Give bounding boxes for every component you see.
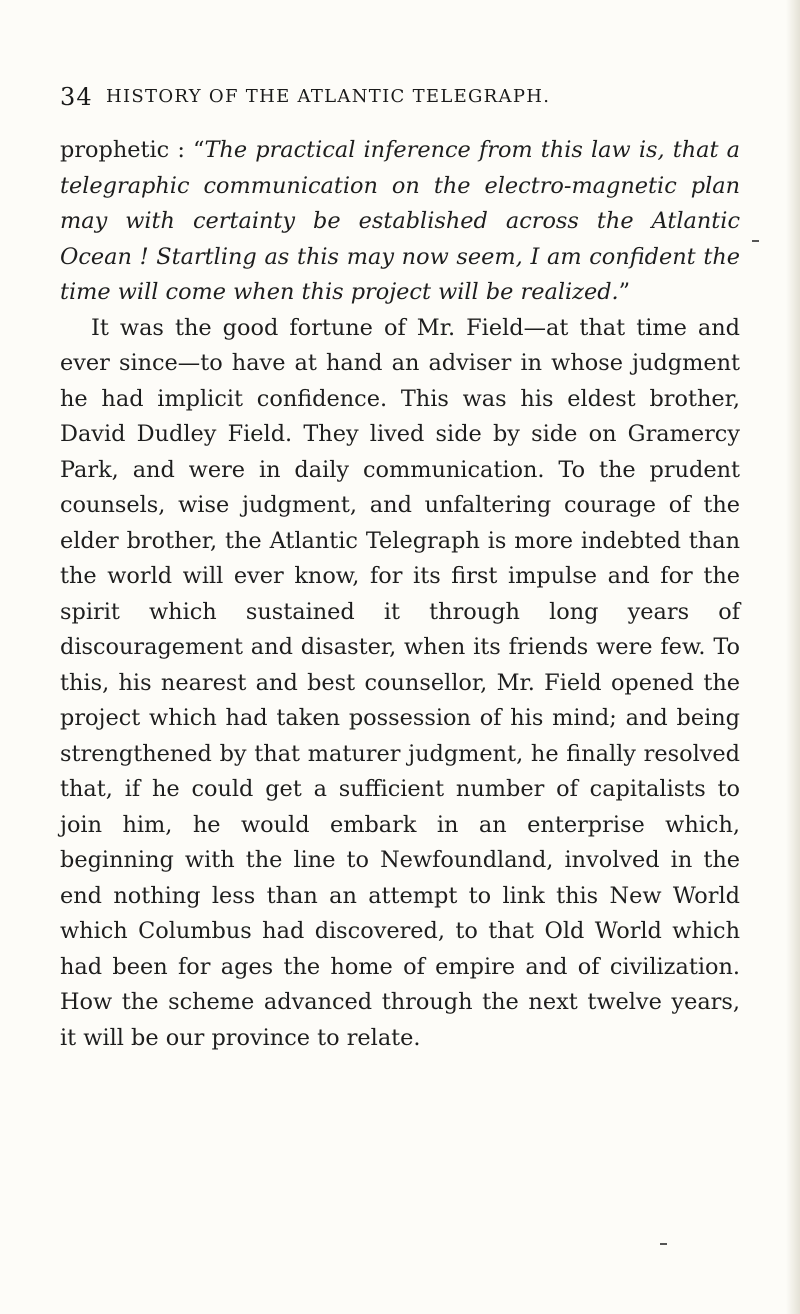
paragraph-1 xyxy=(60,133,740,311)
margin-mark xyxy=(752,240,759,242)
paragraph-2: It was the good fortune of Mr. Field—at that time and ever since—to have at hand an adviser in whose judgment he had implicit confidence. This was his eldest brother, David Dudley Field. They lived side by side on Gramercy Park, and were in daily communication. To the prudent counsels, wise judgment, and unfaltering courage of the elder brother, the Atlantic Telegraph is more indebted than the world will ever know, for its first impulse and for the spirit which sustained it through long years of discouragement and disaster, when its friends were few. To this, his nearest and best counsellor, Mr. Field opened the project which had taken possession of his mind; and being strengthened by that maturer judgment, he finally resolved that, if he could get a sufficient number of capitalists to join him, he would embark in an enterprise which, beginning with the line to Newfoundland, involved in the end nothing less than an attempt to link this New World which Columbus had discovered, to that Old World which had been for ages the home of empire and of civilization. How the scheme advanced through the next twelve years, it will be our province to relate. xyxy=(60,314,740,1051)
margin-mark xyxy=(660,1243,667,1245)
page-edge-shadow xyxy=(786,0,800,1314)
body-text xyxy=(60,133,740,1056)
running-title: HISTORY OF THE ATLANTIC TELEGRAPH. xyxy=(106,86,551,107)
paragraph-1-lead: prophetic : “ xyxy=(60,137,205,163)
quotation-close: ” xyxy=(618,279,631,305)
running-head xyxy=(60,83,740,113)
page-number: 34 xyxy=(60,83,93,111)
quotation: The practical inference from this law is, that a telegraphic communication on the electro-magnetic plan may with certainty be established across the Atlantic Ocean ! Startling as this may now seem, I am confident the time will come when this project will be realized. xyxy=(60,137,740,305)
